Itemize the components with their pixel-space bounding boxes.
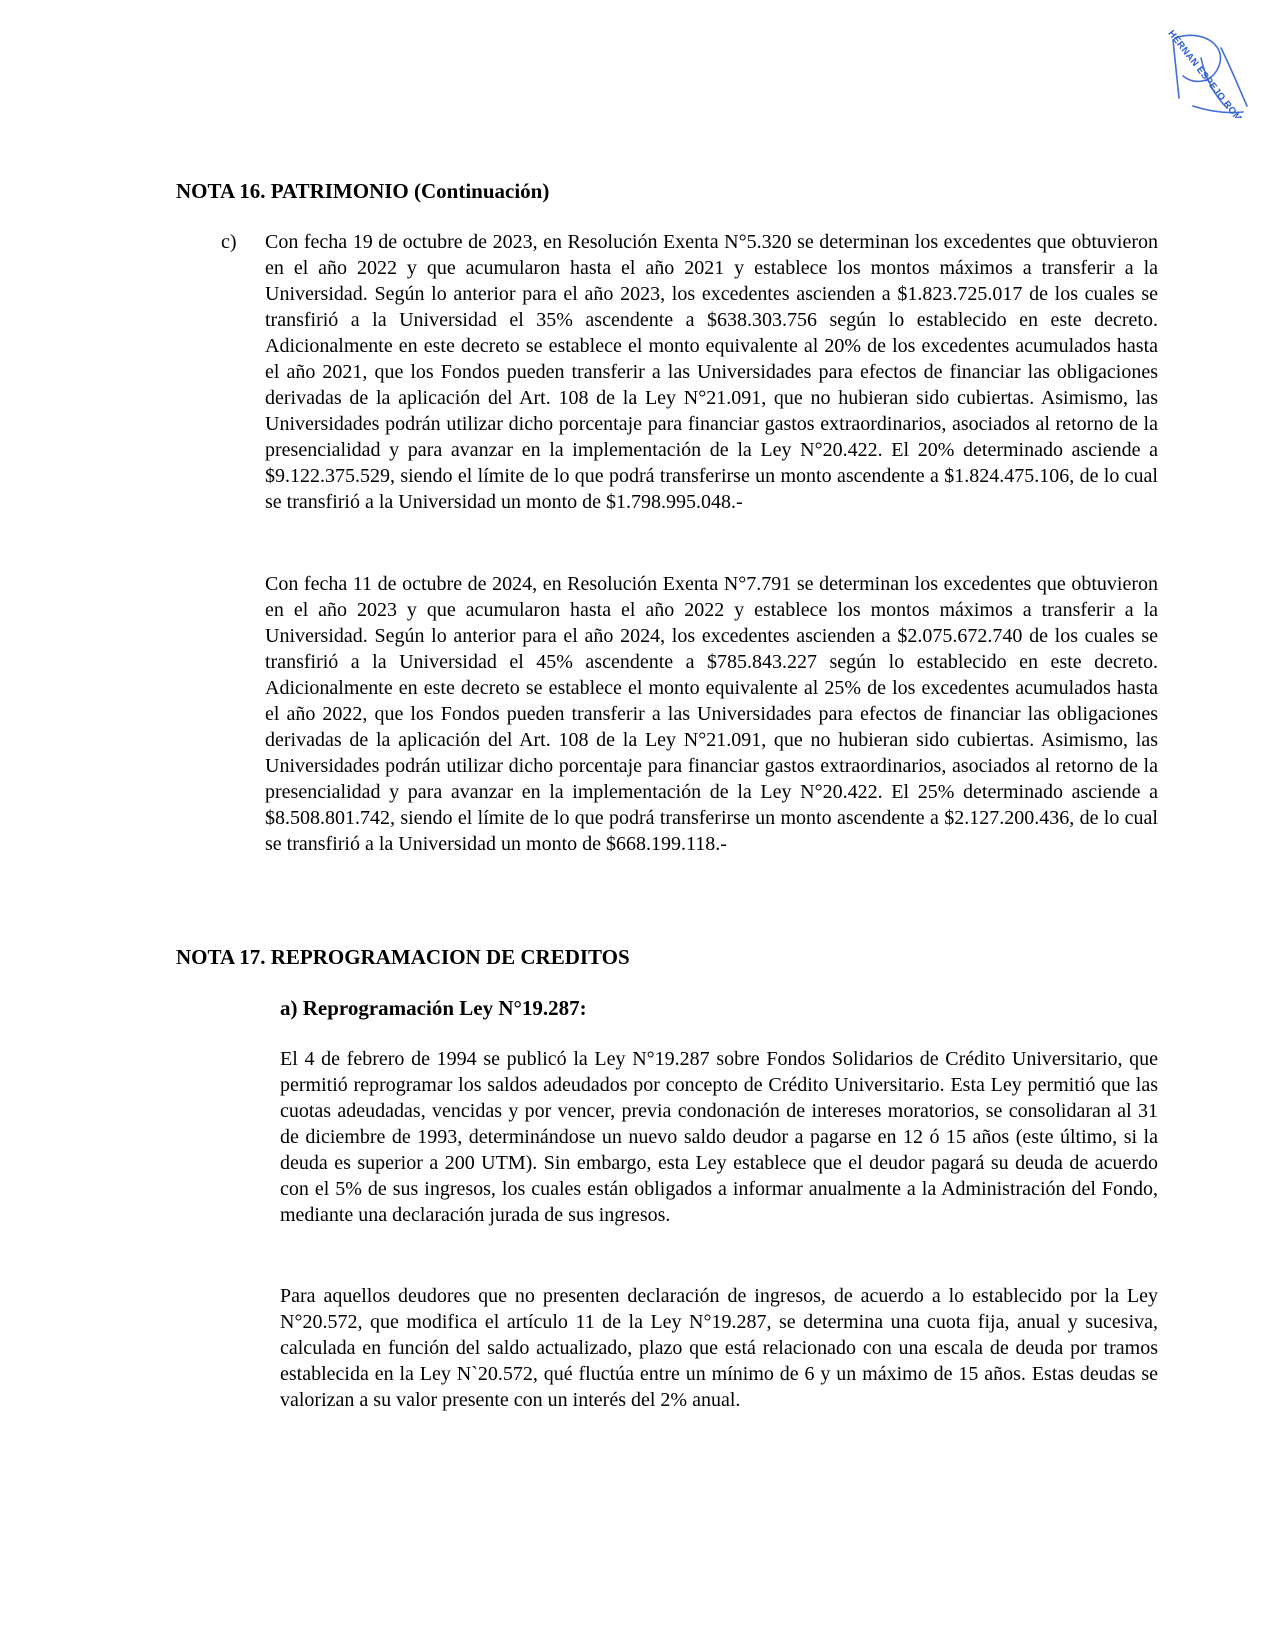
- signature-stamp: [1135, 18, 1253, 118]
- nota-17-paragraph-2: Para aquellos deudores que no presenten declaración de ingresos, de acuerdo a lo establecido por la Ley N°20.572, que modifica el artículo 11 de la Ley N°19.287, se determina una cuota fija, anual y sucesiva, calculada en función del saldo actualizado, plazo que está relacionado con una escala de deuda por tramos establecida en la Ley N`20.572, qué fluctúa entre un mínimo de 6 y un máximo de 15 años. Estas deudas se valorizan a su valor presente con un interés del 2% anual.: [280, 1285, 1158, 1411]
- signature-stamp-graphic: [1135, 18, 1253, 118]
- svg-text:HERNAN ESPEJO ROMERO: HERNAN ESPEJO ROMERO: [1165, 28, 1253, 118]
- list-marker-c: c): [221, 231, 237, 253]
- nota-16-paragraph-1: Con fecha 19 de octubre de 2023, en Resolución Exenta N°5.320 se determinan los excedentes que obtuvieron en el año 2022 y que acumularon hasta el año 2021 y establece los montos máximos a transferir a la Universidad. Según lo anterior para el año 2023, los excedentes ascienden a $1.823.725.017 de los cuales se transfirió a la Universidad el 35% ascendente a $638.303.756 según lo establecido en este decreto. Adicionalmente en este decreto se establece el monto equivalente al 20% de los excedentes acumulados hasta el año 2021, que los Fondos pueden transferir a las Universidades para efectos de financiar las obligaciones derivadas de la aplicación del Art. 108 de la Ley N°21.091, que no hubieran sido cubiertas. Asimismo, las Universidades podrán utilizar dicho porcentaje para financiar gastos extraordinarios, asociados al retorno de la presencialidad y para avanzar en la implementación de la Ley N°20.422. El 20% determinado asciende a $9.122.375.529, siendo el límite de lo que podrá transferirse un monto ascendente a $1.824.475.106, de lo cual se transfirió a la Universidad un monto de $1.798.995.048.-: [265, 231, 1158, 513]
- nota-16-paragraph-2: Con fecha 11 de octubre de 2024, en Resolución Exenta N°7.791 se determinan los excedentes que obtuvieron en el año 2023 y que acumularon hasta el año 2022 y establece los montos máximos a transferir a la Universidad. Según lo anterior para el año 2024, los excedentes ascienden a $2.075.672.740 de los cuales se transfirió a la Universidad el 45% ascendente a $785.843.227 según lo establecido en este decreto. Adicionalmente en este decreto se establece el monto equivalente al 25% de los excedentes acumulados hasta el año 2022, que los Fondos pueden transferir a las Universidades para efectos de financiar las obligaciones derivadas de la aplicación del Art. 108 de la Ley N°21.091, que no hubieran sido cubiertas. Asimismo, las Universidades podrán utilizar dicho porcentaje para financiar gastos extraordinarios, asociados al retorno de la presencialidad y para avanzar en la implementación de la Ley N°20.422. El 25% determinado asciende a $8.508.801.742, siendo el límite de lo que podrá transferirse un monto ascendente a $2.127.200.436, de lo cual se transfirió a la Universidad un monto de $668.199.118.-: [265, 573, 1158, 855]
- nota-17-paragraph-1: El 4 de febrero de 1994 se publicó la Ley N°19.287 sobre Fondos Solidarios de Crédito Universitario, que permitió reprogramar los saldos adeudados por concepto de Crédito Universitario. Esta Ley permitió que las cuotas adeudadas, vencidas y por vencer, previa condonación de intereses moratorios, se consolidaran al 31 de diciembre de 1993, determinándose un nuevo saldo deudor a pagarse en 12 ó 15 años (este último, si la deuda es superior a 200 UTM). Sin embargo, esta Ley establece que el deudor pagará su deuda de acuerdo con el 5% de sus ingresos, los cuales están obligados a informar anualmente a la Administración del Fondo, mediante una declaración jurada de sus ingresos.: [280, 1048, 1158, 1226]
- nota-17-subheading: a) Reprogramación Ley N°19.287:: [280, 996, 587, 1020]
- nota-17-heading: NOTA 17. REPROGRAMACION DE CREDITOS: [176, 945, 630, 969]
- nota-16-heading: NOTA 16. PATRIMONIO (Continuación): [176, 179, 550, 203]
